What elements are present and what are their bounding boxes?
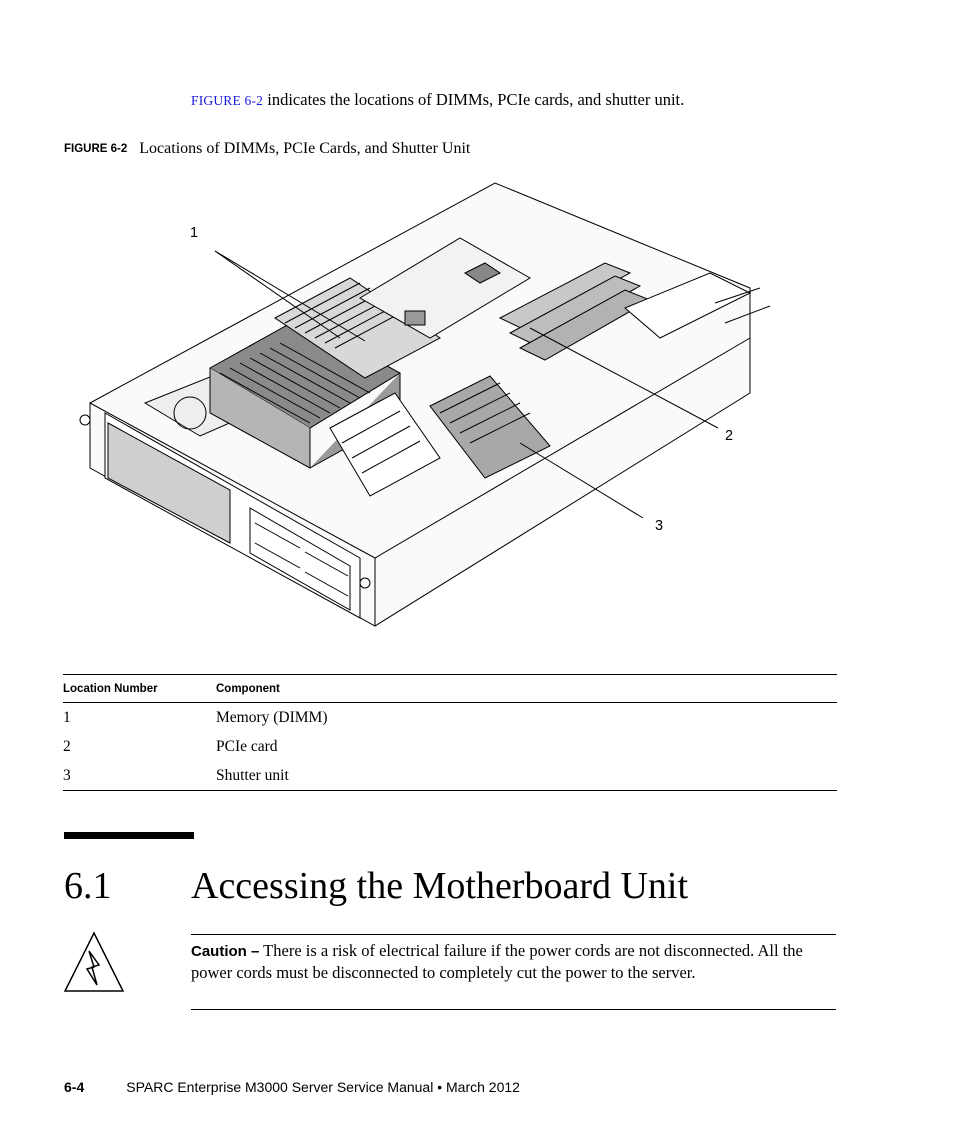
callout-3: 3 <box>655 518 664 534</box>
table-row <box>63 732 837 761</box>
callout-1: 1 <box>190 225 199 241</box>
footer-text: SPARC Enterprise M3000 Server Service Manual • March 2012 <box>126 1079 520 1095</box>
page-footer <box>64 1079 520 1095</box>
location-table <box>63 674 837 791</box>
section-number: 6.1 <box>64 865 112 907</box>
intro-paragraph <box>191 90 684 110</box>
figure-label: FIGURE 6-2 <box>64 143 128 155</box>
table-row <box>63 761 837 791</box>
figure-caption-text: Locations of DIMMs, PCIe Cards, and Shutter Unit <box>139 140 471 157</box>
figure-caption <box>64 140 470 158</box>
table-header-row <box>63 675 837 703</box>
server-illustration <box>60 178 800 638</box>
electrical-hazard-icon <box>63 931 125 993</box>
row-component: PCIe card <box>216 737 278 755</box>
callout-2: 2 <box>725 428 734 444</box>
table-row <box>63 703 837 733</box>
caution-body: There is a risk of electrical failure if the power cords are not disconnected. All the power cords must be disconnected to completely cut the power to the server. <box>191 941 803 982</box>
row-location-number: 1 <box>63 708 71 726</box>
row-location-number: 2 <box>63 737 71 755</box>
row-component: Shutter unit <box>216 761 837 791</box>
intro-text: indicates the locations of DIMMs, PCIe cards, and shutter unit. <box>263 90 685 109</box>
row-location-number: 3 <box>63 761 216 791</box>
server-line-drawing <box>60 178 800 638</box>
caution-text <box>191 940 841 983</box>
section-rule <box>64 832 194 839</box>
section-title: Accessing the Motherboard Unit <box>191 865 689 907</box>
caution-label: Caution – <box>191 943 260 960</box>
row-component: Memory (DIMM) <box>216 708 328 726</box>
header-location-number: Location Number <box>63 675 216 703</box>
header-component: Component <box>216 675 837 703</box>
figure-xref-link[interactable]: FIGURE 6-2 <box>191 93 264 108</box>
page-number: 6-4 <box>64 1079 85 1095</box>
